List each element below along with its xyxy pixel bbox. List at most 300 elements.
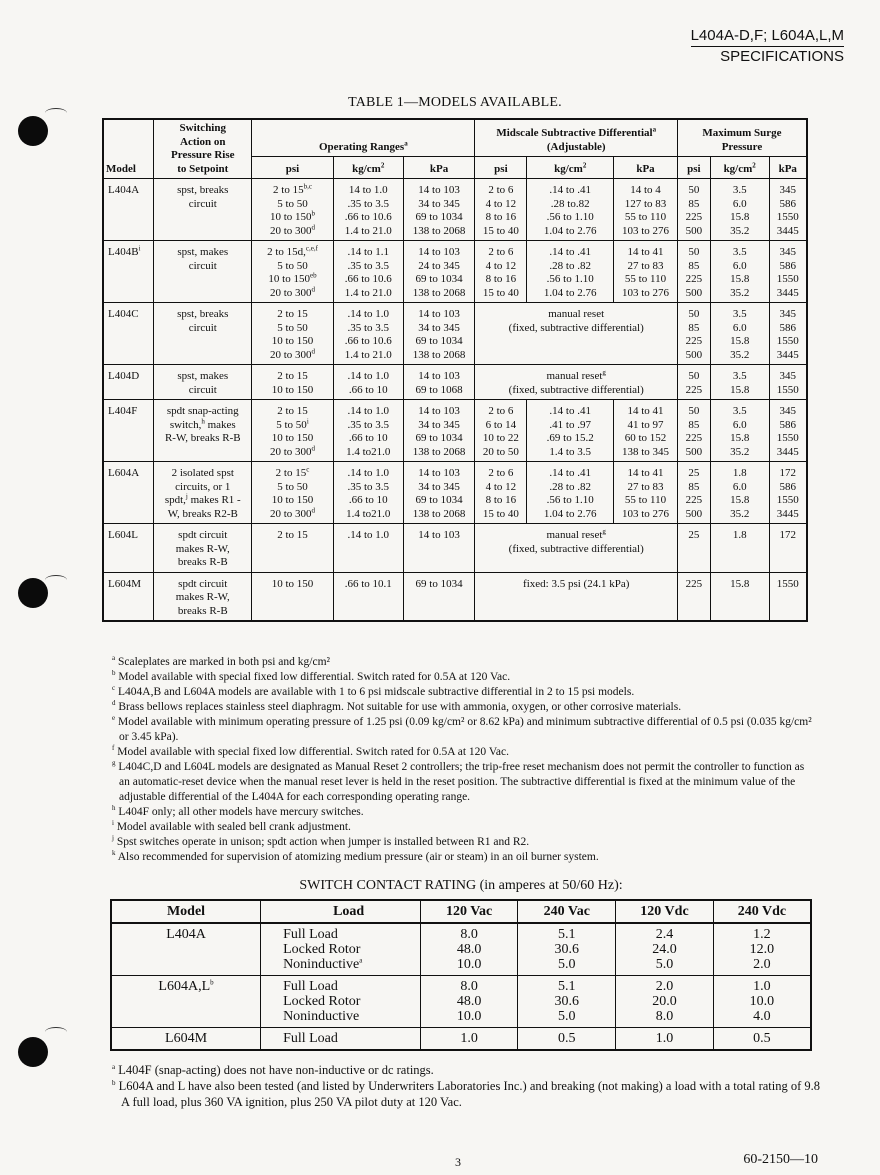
op-kg-value: .66 to 10 (348, 494, 388, 506)
diff-kpa-value: 14 to 41 (627, 467, 664, 479)
model-cell: L604L (103, 524, 154, 573)
op-kg-cell (333, 179, 403, 241)
surge-kpa-value: 345 (779, 405, 797, 417)
op-psi-value: 2 to 15 (277, 405, 308, 417)
op-psi-cell (252, 241, 334, 303)
rating-value: 8.0 (460, 927, 478, 942)
switching-line: circuit (188, 321, 217, 334)
surge-kg-cell (710, 400, 769, 462)
model-row (103, 400, 807, 462)
op-kg-value: 1.4 to 21.0 (344, 224, 392, 237)
rating-value: 30.6 (554, 994, 580, 1009)
superscript: b,c (303, 182, 312, 191)
load-line: Locked Rotor (283, 994, 361, 1009)
op-psi-value: 10 to 150 (271, 432, 314, 444)
superscript: a (112, 654, 116, 663)
superscript: j (112, 834, 114, 843)
diff-kpa-value: 55 to 110 (624, 211, 667, 223)
col-model-header: Model (111, 900, 261, 923)
surge-kg-value: 3.5 (732, 246, 747, 258)
rating-model-cell: $L604A,L^b$ (111, 976, 261, 1028)
surge-kpa-value: 3445 (776, 445, 799, 458)
diff-psi-cell (475, 179, 527, 241)
unit-kpa: kPa (403, 157, 475, 179)
switching-line: breaks R-B (177, 604, 228, 617)
op-psi-value: 10 to $150^{eb}$ (268, 271, 317, 285)
surge-psi-value: 85 (688, 321, 700, 334)
op-kpa-cell (403, 241, 475, 303)
op-kpa-cell (403, 400, 475, 462)
diff-psi-value: 8 to 16 (485, 273, 517, 285)
surge-kpa-value: 586 (779, 418, 797, 431)
switching-line: spst, makes (177, 370, 229, 382)
switching-cell (154, 303, 252, 365)
op-kg-value: .66 to 10.6 (344, 211, 392, 223)
op-psi-cell (252, 572, 334, 621)
diff-kg-value: .14 to .41 (549, 184, 591, 196)
diff-kpa-value: 27 to 83 (627, 259, 664, 272)
load-line: Full Load (283, 1031, 338, 1046)
op-kpa-value: 69 to 1034 (415, 335, 463, 347)
surge-psi-cell (677, 179, 710, 241)
superscript: eb (309, 271, 317, 280)
diff-note-line: (fixed, subtractive differential) (508, 321, 644, 334)
unit-kpa: kPa (614, 157, 678, 179)
surge-kpa-value: 3445 (776, 286, 799, 299)
surge-kpa-value: 586 (779, 197, 797, 210)
diff-note-cell (475, 572, 677, 621)
switching-line: spst, breaks (177, 308, 229, 320)
surge-kg-cell (710, 179, 769, 241)
load-line: Full Load (283, 927, 338, 942)
superscript: j (185, 492, 188, 501)
rating-value: 8.0 (460, 979, 478, 994)
rating-v120ac-cell (420, 976, 518, 1028)
superscript: c (306, 465, 310, 474)
diff-kpa-value: 138 to 345 (621, 445, 670, 458)
rating-value: 4.0 (753, 1009, 771, 1024)
surge-kg-value: 35.2 (730, 348, 750, 361)
switching-line: circuit (188, 259, 217, 272)
unit-psi: psi (677, 157, 710, 179)
op-kg-value: 1.4 to21.0 (346, 507, 391, 520)
superscript: b (311, 209, 316, 218)
surge-psi-value: 50 (688, 184, 700, 196)
op-kpa-value: 138 to 2068 (412, 445, 466, 458)
surge-kg-value: 6.0 (732, 321, 747, 334)
diff-kg-value: .56 to 1.10 (546, 273, 594, 285)
op-kg-cell (333, 400, 403, 462)
model-cell: L404D (103, 365, 154, 400)
diff-note-cell (475, 303, 677, 365)
op-kpa-value: 69 to 1034 (415, 494, 463, 506)
diff-psi-value: 8 to 16 (485, 494, 517, 506)
surge-kg-value: 6.0 (732, 197, 747, 210)
surge-psi-value: 500 (685, 224, 703, 237)
col-model-header: Model (103, 119, 154, 179)
surge-psi-cell (677, 462, 710, 524)
surge-psi-value: 500 (685, 348, 703, 361)
op-kg-value: .66 to 10 (348, 383, 388, 396)
diff-kg-value: .28 to .82 (549, 259, 591, 272)
unit-kgcm: $kg/cm^2$ (710, 157, 769, 179)
superscript: d (311, 284, 316, 293)
op-kg-value: 1.4 to 21.0 (344, 348, 392, 361)
op-kpa-value: 14 to 103 (418, 184, 460, 196)
header-models: L404A-D,F; L604A,L,M (691, 26, 844, 47)
op-kpa-cell (403, 572, 475, 621)
rating-row (111, 923, 811, 976)
col-operating-ranges-header: Operating Ranges$^a$ (252, 119, 475, 157)
surge-kpa-value: 345 (779, 308, 797, 320)
surge-kg-value: 15.8 (730, 432, 750, 444)
unit-psi: psi (252, 157, 334, 179)
superscript: b (112, 669, 116, 678)
model-cell: $L404B^i$ (103, 241, 154, 303)
binder-hole-middle (18, 578, 48, 608)
surge-kpa-cell (769, 572, 807, 621)
superscript: h (201, 416, 205, 425)
switching-line: makes R-W, (175, 542, 230, 555)
surge-psi-value: 225 (685, 494, 703, 506)
surge-kg-value: 3.5 (732, 370, 747, 382)
op-psi-value: 20 to 300$^d$ (269, 443, 316, 458)
switching-cell (154, 365, 252, 400)
diff-kg-value: 1.04 to 2.76 (543, 224, 597, 237)
switching-line: spst, makes (177, 246, 229, 258)
diff-psi-value: 20 to 50 (482, 445, 519, 458)
diff-psi-value: 4 to 12 (485, 197, 517, 210)
op-psi-value: 10 to 150 (271, 383, 314, 396)
rating-v240dc-cell (713, 1028, 811, 1051)
binder-hole-top (18, 116, 48, 146)
diff-psi-cell (475, 241, 527, 303)
col-240vac-header: 240 Vac (518, 900, 616, 923)
load-line: Locked Rotor (283, 942, 361, 957)
surge-kpa-value: 3445 (776, 507, 799, 520)
col-surge-header: Maximum Surge Pressure (677, 119, 807, 157)
superscript: a (359, 956, 363, 965)
surge-kg-value: 15.8 (730, 211, 750, 223)
surge-psi-cell (677, 365, 710, 400)
surge-kpa-value: 1550 (776, 494, 799, 506)
op-psi-value: 2 to 15d,$^{c,e,f}$ (267, 244, 318, 258)
diff-note-line: manual reset (548, 308, 605, 320)
op-kpa-value: 34 to 345 (418, 321, 460, 334)
diff-kg-cell (527, 241, 614, 303)
op-kg-cell (333, 241, 403, 303)
document-number: 60-2150—10 (743, 1152, 818, 1167)
switching-line: circuit (188, 383, 217, 396)
rating-v120dc-cell (616, 923, 714, 976)
op-kpa-cell (403, 524, 475, 573)
load-line: Noninductive$^a$ (283, 956, 363, 972)
rating-v240ac-cell (518, 976, 616, 1028)
op-kpa-value: 69 to 1034 (415, 273, 463, 285)
diff-note-cell (475, 365, 677, 400)
footnote: $^b$ Model available with special fixed low differential. Switch rated for 0.5A at 120 Vac. (112, 669, 511, 683)
op-psi-value: 5 to 50$^i$ (276, 416, 309, 431)
surge-kpa-value: 586 (779, 480, 797, 493)
superscript: i (138, 244, 141, 253)
surge-kpa-value: 586 (779, 321, 797, 334)
diff-kpa-value: 60 to 152 (624, 432, 667, 444)
unit-kgcm: $kg/cm^2$ (527, 157, 614, 179)
model-cell: L404A (103, 179, 154, 241)
superscript: h (112, 804, 116, 813)
surge-psi-value: 500 (685, 286, 703, 299)
surge-kg-value: 1.8 (732, 529, 747, 541)
diff-psi-value: 2 to 6 (488, 184, 514, 196)
op-kpa-value: 138 to 2068 (412, 224, 466, 237)
diff-kpa-value: 14 to 41 (627, 405, 664, 417)
op-kg-value: 1.4 to 21.0 (344, 286, 392, 299)
load-line: Full Load (283, 979, 338, 994)
diff-kpa-cell (614, 462, 678, 524)
superscript: d (311, 346, 316, 355)
surge-psi-value: 225 (685, 383, 703, 396)
rating-value: 5.0 (558, 1009, 576, 1024)
rating-model-cell: L604M (111, 1028, 261, 1051)
op-kpa-value: 14 to 103 (418, 246, 460, 258)
op-kg-cell (333, 365, 403, 400)
op-kpa-cell (403, 303, 475, 365)
op-psi-value: 20 to 300$^d$ (269, 284, 316, 299)
surge-psi-value: 85 (688, 197, 700, 210)
superscript: i (112, 819, 114, 828)
surge-psi-value: 225 (685, 211, 703, 223)
footnote: $^a$ Scaleplates are marked in both psi and kg/cm² (112, 654, 330, 668)
rating-model-cell: L404A (111, 923, 261, 976)
rating-value: 48.0 (456, 994, 482, 1009)
surge-psi-cell (677, 303, 710, 365)
diff-kpa-value: 55 to 110 (624, 494, 667, 506)
op-psi-value: 2 to 15$^{b,c}$ (273, 182, 312, 196)
surge-kg-value: 35.2 (730, 507, 750, 520)
surge-kg-cell (710, 524, 769, 573)
diff-kg-value: .56 to 1.10 (546, 211, 594, 223)
diff-kpa-cell (614, 179, 678, 241)
diff-psi-value: 2 to 6 (488, 405, 514, 417)
op-kpa-value: 69 to 1034 (415, 211, 463, 223)
diff-note-line: (fixed, subtractive differential) (508, 542, 644, 555)
surge-kg-value: 15.8 (730, 273, 750, 285)
rating-v120ac-cell (420, 1028, 518, 1051)
diff-psi-value: 15 to 40 (482, 507, 519, 520)
op-psi-value: 5 to 50 (277, 197, 308, 210)
diff-psi-value: 4 to 12 (485, 480, 517, 493)
model-row (103, 462, 807, 524)
rating-value: 10.0 (456, 1009, 482, 1024)
op-kpa-cell (403, 179, 475, 241)
op-kpa-cell (403, 462, 475, 524)
binder-hole-mark-top (45, 108, 67, 118)
diff-kg-value: 1.04 to 2.76 (543, 507, 597, 520)
surge-kg-cell (710, 241, 769, 303)
op-kg-cell (333, 572, 403, 621)
diff-psi-value: 10 to 22 (482, 432, 519, 444)
diff-psi-value: 15 to 40 (482, 224, 519, 237)
surge-psi-cell (677, 400, 710, 462)
surge-kpa-value: 172 (779, 467, 797, 479)
surge-kg-value: 3.5 (732, 405, 747, 417)
op-kpa-value: 14 to 103 (418, 370, 460, 382)
surge-psi-value: 50 (688, 370, 700, 382)
binder-hole-mark-middle (45, 575, 67, 585)
surge-kpa-value: 345 (779, 370, 797, 382)
surge-psi-value: 25 (688, 529, 700, 541)
op-psi-cell (252, 179, 334, 241)
surge-kpa-value: 1550 (776, 335, 799, 347)
footnote: $^k$ Also recommended for supervision of atomizing medium pressure (air or steam) in an oil burner system. (112, 849, 599, 863)
op-psi-value: 20 to 300$^d$ (269, 346, 316, 361)
switch-rating-body (111, 923, 811, 1050)
superscript: a (112, 1062, 116, 1071)
rating-value: 2.0 (655, 979, 674, 994)
op-psi-value: 10 to 150 (271, 577, 314, 590)
switching-line: spdt snap-acting (166, 405, 239, 417)
superscript: i (306, 416, 309, 425)
op-psi-value: 2 to 15 (277, 370, 308, 382)
diff-kg-cell (527, 400, 614, 462)
op-kg-value: 14 to 1.0 (348, 184, 388, 196)
surge-kg-cell (710, 572, 769, 621)
rating-row (111, 1028, 811, 1051)
surge-kg-cell (710, 462, 769, 524)
document-header (691, 26, 844, 66)
op-kg-value: .14 to 1.0 (347, 467, 390, 479)
diff-kg-value: 1.04 to 2.76 (543, 286, 597, 299)
op-psi-value: 5 to 50 (277, 259, 308, 272)
op-kg-value: .14 to 1.0 (347, 405, 390, 417)
surge-psi-value: 225 (685, 273, 703, 285)
page-number: 3 (455, 1155, 461, 1169)
op-psi-cell (252, 462, 334, 524)
surge-psi-cell (677, 524, 710, 573)
surge-kg-cell (710, 303, 769, 365)
rating-row (111, 976, 811, 1028)
surge-kg-value: 15.8 (730, 494, 750, 506)
rating-v120ac-cell (420, 923, 518, 976)
surge-psi-cell (677, 241, 710, 303)
diff-psi-value: 6 to 14 (485, 418, 517, 431)
load-line: Noninductive (283, 1009, 360, 1024)
op-kg-value: .14 to 1.1 (347, 246, 390, 258)
op-kpa-value: 34 to 345 (418, 418, 460, 431)
op-kg-value: .66 to 10.6 (344, 335, 392, 347)
op-kg-value: .14 to 1.0 (347, 308, 390, 320)
surge-kg-value: 35.2 (730, 224, 750, 237)
diff-note-line: (fixed, subtractive differential) (508, 383, 644, 396)
surge-kg-value: 6.0 (732, 480, 747, 493)
surge-kpa-cell (769, 462, 807, 524)
rating-load-cell (261, 976, 421, 1028)
superscript: d (311, 505, 316, 514)
footnote: $^j$ Spst switches operate in unison; spdt action when jumper is installed between R1 and R2. (112, 834, 530, 848)
surge-kpa-cell (769, 303, 807, 365)
diff-kg-value: .41 to .97 (549, 418, 591, 431)
surge-kg-value: 6.0 (732, 259, 747, 272)
surge-psi-value: 50 (688, 405, 700, 417)
surge-kpa-value: 345 (779, 246, 797, 258)
footnote: $^e$ Model available with minimum operating pressure of 1.25 psi (0.09 kg/cm² or 8.62 kPa) and minimum subtractive differential of 0.5 psi (0.035 kg/cm² or 3.45 kPa). (112, 714, 812, 743)
diff-kpa-value: 41 to 97 (627, 418, 664, 431)
model-cell: L404F (103, 400, 154, 462)
model-cell: L604M (103, 572, 154, 621)
rating-value: 1.2 (753, 927, 771, 942)
op-kpa-value: 14 to 103 (418, 529, 460, 541)
col-120vdc-header: 120 Vdc (616, 900, 714, 923)
op-psi-value: 2 to 15 (277, 308, 308, 320)
model-row (103, 241, 807, 303)
diff-kg-value: 1.4 to 3.5 (549, 445, 591, 458)
superscript: d (112, 699, 116, 708)
op-kpa-value: 138 to 2068 (412, 348, 466, 361)
op-kpa-value: 138 to 2068 (412, 507, 466, 520)
op-kpa-value: 34 to 345 (418, 197, 460, 210)
surge-psi-value: 50 (688, 246, 700, 258)
op-kpa-value: 69 to 1034 (415, 432, 463, 444)
rating-value: 5.1 (558, 979, 576, 994)
op-psi-value: 2 to 15 (277, 529, 308, 541)
rating-value: 1.0 (753, 979, 771, 994)
superscript: f (112, 744, 115, 753)
superscript: c,e,f (305, 244, 318, 253)
diff-kg-value: .14 to .41 (549, 246, 591, 258)
surge-psi-value: 225 (685, 577, 703, 590)
rating-value: 12.0 (749, 942, 775, 957)
switching-line: circuits, or 1 (175, 480, 231, 493)
rating-v240ac-cell (518, 923, 616, 976)
surge-kpa-value: 3445 (776, 224, 799, 237)
diff-psi-value: 8 to 16 (485, 211, 517, 223)
model-row (103, 179, 807, 241)
diff-kg-value: .69 to 15.2 (546, 432, 594, 444)
switching-line: R-W, breaks R-B (164, 432, 241, 444)
rating-value: 1.0 (655, 1031, 674, 1046)
rating-v240ac-cell (518, 1028, 616, 1051)
superscript: k (112, 849, 116, 858)
op-kpa-value: 14 to 103 (418, 405, 460, 417)
diff-kpa-value: 103 to 276 (621, 224, 670, 237)
surge-kpa-value: 586 (779, 259, 797, 272)
op-kpa-value: 14 to 103 (418, 308, 460, 320)
surge-kpa-cell (769, 524, 807, 573)
switching-cell (154, 179, 252, 241)
surge-psi-cell (677, 572, 710, 621)
rating-value: 2.4 (655, 927, 674, 942)
op-kg-value: .35 to 3.5 (347, 321, 390, 334)
surge-psi-value: 85 (688, 418, 700, 431)
model-row (103, 572, 807, 621)
surge-kpa-cell (769, 400, 807, 462)
op-kg-value: 1.4 to21.0 (346, 445, 391, 458)
rating-value: 0.5 (753, 1031, 771, 1046)
surge-kpa-value: 172 (779, 529, 797, 541)
diff-note-cell (475, 524, 677, 573)
rating-value: 5.0 (558, 957, 576, 972)
switch-rating-caption: SWITCH CONTACT RATING (in amperes at 50/60 Hz): (299, 878, 623, 893)
superscript: g (602, 368, 606, 377)
switching-cell (154, 572, 252, 621)
models-table-body (103, 179, 807, 622)
switching-cell (154, 462, 252, 524)
surge-kg-value: 35.2 (730, 286, 750, 299)
diff-psi-value: 2 to 6 (488, 467, 514, 479)
op-kg-value: .35 to 3.5 (347, 418, 390, 431)
surge-kpa-value: 1550 (776, 577, 799, 590)
footnote: $^a$ L404F (snap-acting) does not have non-inductive or dc ratings. (112, 1062, 434, 1077)
